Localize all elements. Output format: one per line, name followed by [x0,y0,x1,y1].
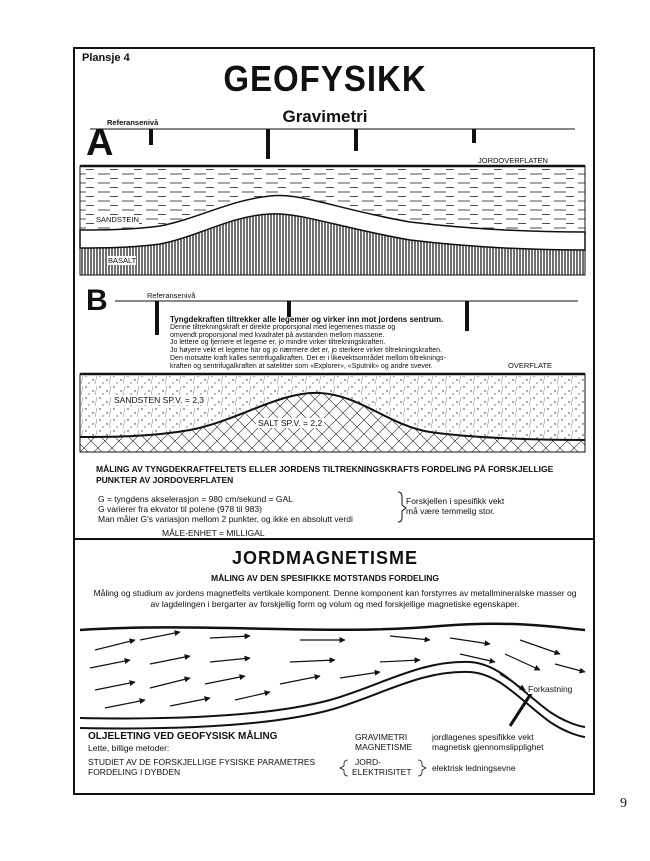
reference-label-b: Referansenivå [147,291,196,300]
sandstone-label-b: SANDSTEN SP.V. = 2,3 [114,395,205,405]
unit-line: MÅLE-ENHET = MILLIGAL [162,528,265,538]
surface-label-b: OVERFLATE [508,361,553,370]
method-note-magnetisme: magnetisk gjennomslipplighet [432,742,544,752]
gravity-formulas [98,494,398,524]
surface-label-a: JORDOVERFLATEN [478,156,548,165]
panel-a-letter: A [86,122,114,164]
sandstone-label: SANDSTEIN [96,215,139,224]
formula-line: Man måler G's variasjon mellom 2 punkter, og ikke en absolutt verdi [98,514,353,524]
arrow-icon [90,632,585,708]
reference-label-a: Referansenivå [107,118,159,127]
density-note [406,496,566,516]
magnetism-diagram [80,624,585,737]
studiet-text: STUDIET AV DE FORSKJELLIGE FYSISKE PARAMETRES FORDELING I DYBDEN [88,757,316,777]
gravity-text-line: Denne tiltrekningskraft er direkte proporsjonal med legemenes masse og [170,323,396,331]
magnetism-subheading: MÅLING AV DEN SPESIFIKKE MOTSTANDS FORDELING [211,573,439,583]
gravity-text-line: Den motsatte kraft kalles sentrifugalkraften. Det er i likevektsområdet mellom tiltreknings- [170,354,446,362]
magnetism-heading: JORDMAGNETISME [231,548,418,568]
note-line: må være temmelig stor. [406,506,495,516]
fault-line [510,692,532,726]
gravity-measurement-heading: MÅLING AV TYNGDEKRAFTFELTETS ELLER JORDENS TILTREKNINGSKRAFTS FORDELING PÅ FORSKJELLIGE PUNKTER AV JORDOVERFLATEN [96,464,554,485]
salt-label: SALT SP.V. = 2,2 [258,418,323,428]
gravity-text-heading: Tyngdekraften tiltrekker alle legemer og virker inn mot jordens sentrum. [170,315,444,324]
section-divider [75,538,593,540]
panel-b-letter: B [86,284,108,317]
method-note-elektrisitet: elektrisk ledningsevne [432,763,516,773]
method-elektrisitet: ELEKTRISITET [352,767,412,777]
gravity-description [170,316,510,371]
fault-label: Forkastning [528,684,573,694]
gravity-text-line: kraften og sentrifugalkraften at satelitter som «Explorer», «Sputnik» og andre svever. [170,362,433,370]
gravity-text-line: omvendt proporsjonal med kvadratet på avstanden mellom massene. [170,331,385,339]
gravity-text-line: Jo høyere vekt et legeme har og jo nærmere det er, jo sterkere virker tiltrekningskraften. [170,347,442,355]
method-gravimetri: GRAVIMETRI [355,732,408,742]
gravity-text-line: Jo lettere og fjernere et legeme er, jo mindre virker tiltrekningskraften. [170,339,386,347]
method-note-gravimetri: jordlagenes spesifikke vekt [432,732,534,742]
methods-label: Lette, billige metoder: [88,743,170,753]
oil-exploration-heading: OLJELETING VED GEOFYSISK MÅLING [88,731,278,742]
plate-label: Plansje 4 [82,52,130,64]
magnetism-description: Måling og studium av jordens magnetfelts vertikale komponent. Denne komponent kan forstyrres av metallmineralske masser og av lagdelingen i bergarter av forskjellig form og volum og med forskjellige magnetiske egenskaper. [93,588,577,609]
formula-line: G varierer fra ekvator til polene (978 til 983) [98,504,262,514]
method-jord: JORD- [355,757,381,767]
gravimeter-icon [149,129,476,159]
panel-a [80,129,585,275]
formula-line: G = tyngdens akselerasjon = 980 cm/sekund = GAL [98,494,293,504]
method-magnetisme: MAGNETISME [355,742,413,752]
gravimetri-heading: Gravimetri [282,107,368,126]
page-title: GEOFYSIKK [223,58,427,99]
basalt-label: BASALT [108,256,137,265]
note-line: Forskjellen i spesifikk vekt [406,496,505,506]
page-number: 9 [620,796,627,811]
